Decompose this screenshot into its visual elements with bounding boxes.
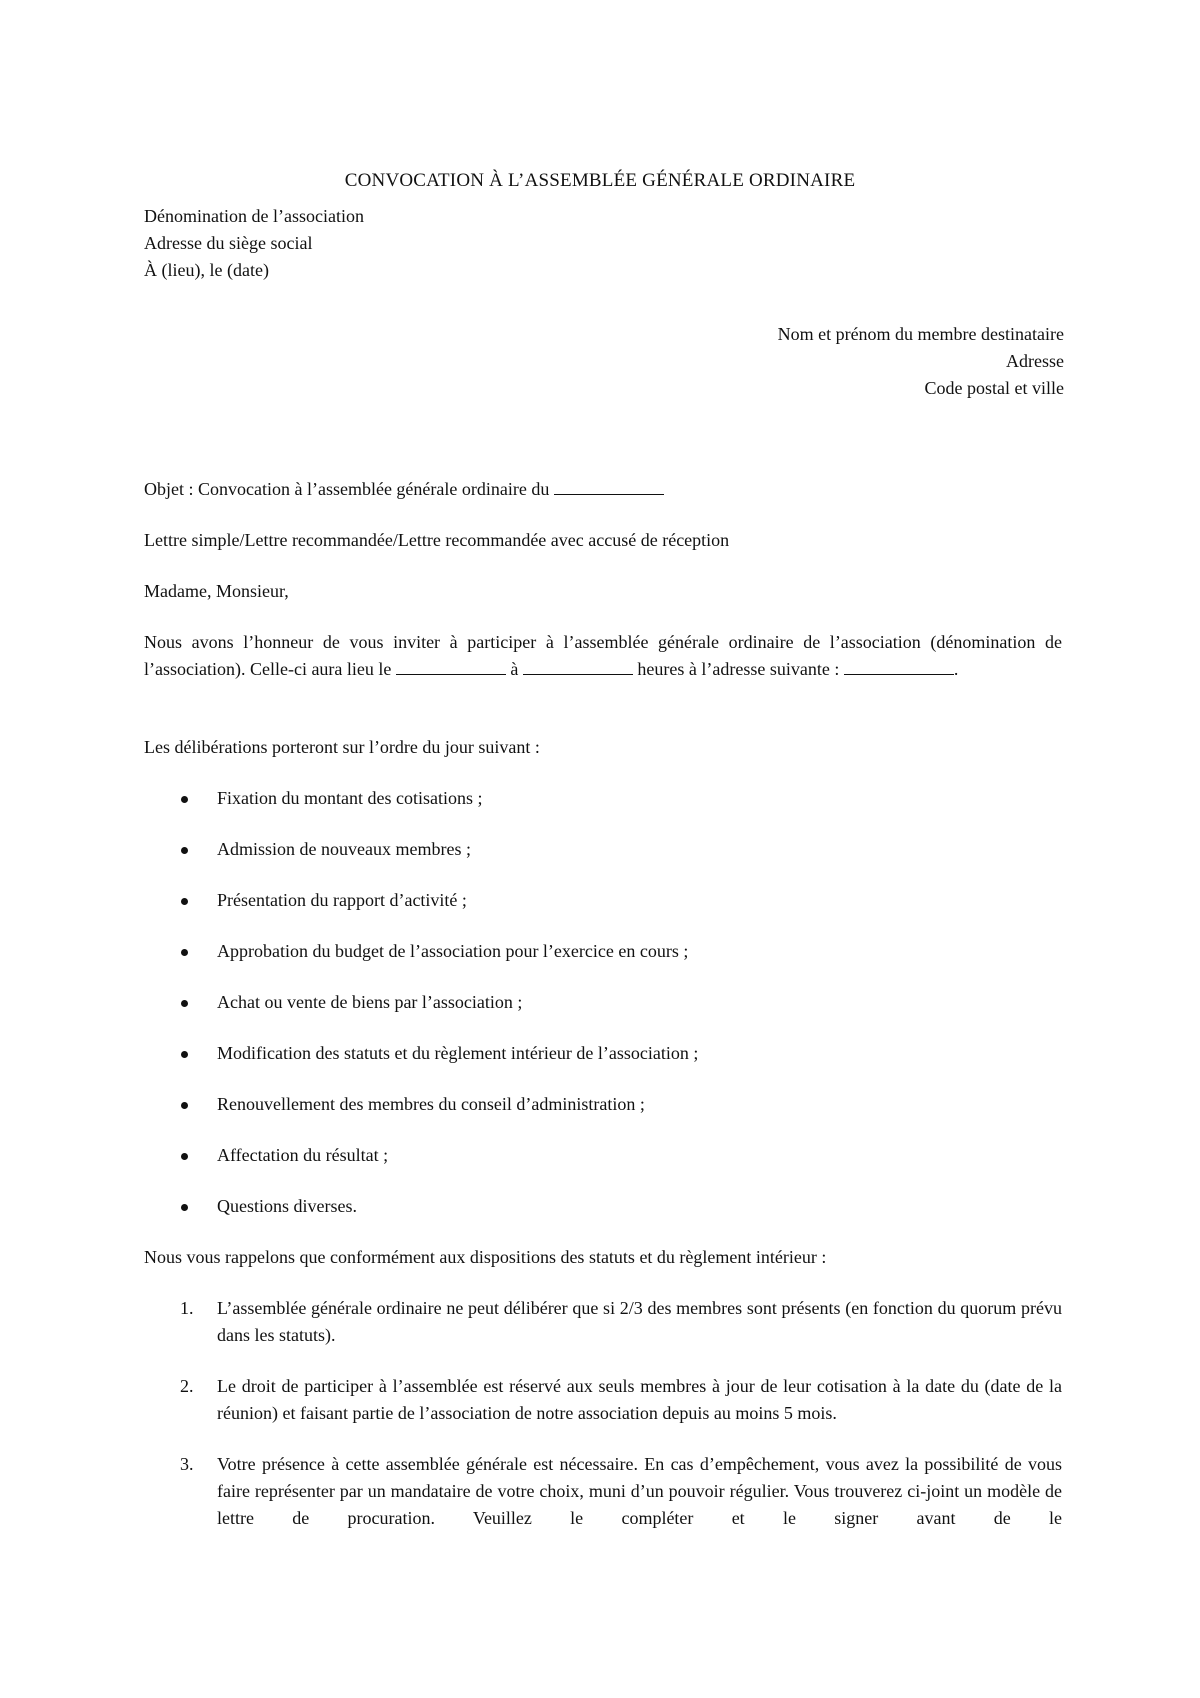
meeting-time-blank[interactable] bbox=[523, 658, 633, 675]
bullet-icon bbox=[181, 847, 188, 854]
item-text: Le droit de participer à l’assemblée est réservé aux seuls membres à jour de leur cotisation à la date du (date de la réunion) et faisant partie de l’association de notre association depuis au moins 5 mois. bbox=[217, 1376, 1062, 1423]
item-text: L’assemblée générale ordinaire ne peut délibérer que si 2/3 des membres sont présents (en fonction du quorum prévu dans les statuts). bbox=[217, 1298, 1062, 1345]
recipient-address: Adresse bbox=[1006, 351, 1064, 371]
sender-name: Dénomination de l’association bbox=[144, 206, 364, 226]
bullet-icon bbox=[181, 1102, 188, 1109]
date-blank[interactable] bbox=[554, 478, 664, 495]
invitation-text-3: heures à l’adresse suivante : bbox=[632, 659, 844, 679]
invitation-paragraph bbox=[144, 629, 1062, 683]
bullet-icon bbox=[181, 1051, 188, 1058]
sender-place-date: À (lieu), le (date) bbox=[144, 260, 269, 280]
bullet-icon bbox=[181, 949, 188, 956]
bullet-icon bbox=[181, 898, 188, 905]
agenda-intro: Les délibérations porteront sur l’ordre du jour suivant : bbox=[144, 737, 540, 757]
reminder-intro: Nous vous rappelons que conformément aux dispositions des statuts et du règlement intérieur : bbox=[144, 1247, 827, 1267]
invitation-text-1: Nous avons l’honneur de vous inviter à participer à l’assemblée générale ordinaire de l’association (dénomination de l’association). Celle-ci aura lieu le bbox=[144, 632, 1062, 679]
sender-address: Adresse du siège social bbox=[144, 233, 313, 253]
bullet-icon bbox=[181, 1000, 188, 1007]
meeting-date-blank[interactable] bbox=[396, 658, 506, 675]
bullet-icon bbox=[181, 1204, 188, 1211]
document-title: CONVOCATION À L’ASSEMBLÉE GÉNÉRALE ORDINAIRE bbox=[344, 170, 856, 191]
item-text: Votre présence à cette assemblée générale est nécessaire. En cas d’empêchement, vous avez la possibilité de vous faire représenter par un mandataire de votre choix, muni d’un pouvoir régulier. Vous trouverez ci-joint un modèle de lettre de procuration. Veuillez le compléter et le signer avant de le bbox=[217, 1454, 1062, 1528]
bullet-icon bbox=[181, 1153, 188, 1160]
recipient-city: Code postal et ville bbox=[924, 378, 1064, 398]
document-page: CONVOCATION À L’ASSEMBLÉE GÉNÉRALE ORDINAIRE Dénomination de l’association Adresse du siège social À (lieu), le (date) Nom et prénom du membre destinataire Adresse Code postal et ville Objet : Convocation à l’assemblée générale ordinaire du Lettre simple/Lettre recommandée/Lettre recommandée avec accusé de réception Madame, Monsieur, Nous avons l’honneur de vous inviter à participer à l’assemblée générale ordinaire de l’association (dénomination de l’association). Celle-ci aura lieu le à heures à l’adresse suivante : . Les délibérations porteront sur l’ordre du jour suivant : Fixation du montant des cotisations ; Admission de nouveaux membres ; Présentation du rapport d’activité ; Approbation du budget de l’association pour l’exercice en cours ; Achat ou vente de biens par l’association ; Modification des statuts et du règlement intérieur de l’association ; Renouvellement des membres du conseil d’administration ; Affectation du résultat ; Questions diverses. Nous vous rappelons que conformément aux dispositions des statuts et du règlement intérieur : 1. L’assemblée générale ordinaire ne peut délibérer que si 2/3 des membres sont présents (en fonction du quorum prévu dans les statuts). 2. Le droit de participer à l’assemblée est réservé aux seuls membres à jour de leur cotisation à la date du (date de la réunion) et faisant partie de l’association de notre association depuis au moins 5 mois. 3. Votre présence à cette assemblée générale est nécessaire. En cas d’empêchement, vous avez la possibilité de vous faire représenter par un mandataire de votre choix, muni d’un pouvoir régulier. Vous trouverez ci-joint un modèle de lettre de procuration. Veuillez le compléter et le signer avant de le bbox=[0, 0, 1200, 1698]
meeting-address-blank[interactable] bbox=[844, 658, 954, 675]
invitation-text-4: . bbox=[953, 659, 959, 679]
salutation: Madame, Monsieur, bbox=[144, 581, 289, 601]
item-number: 2. bbox=[180, 1376, 194, 1396]
invitation-text-2: à bbox=[505, 659, 523, 679]
bullet-icon bbox=[181, 796, 188, 803]
item-number: 1. bbox=[180, 1298, 194, 1318]
object-text: Objet : Convocation à l’assemblée générale ordinaire du bbox=[144, 479, 554, 499]
letter-type: Lettre simple/Lettre recommandée/Lettre recommandée avec accusé de réception bbox=[144, 530, 730, 550]
recipient-name: Nom et prénom du membre destinataire bbox=[777, 324, 1064, 344]
item-number: 3. bbox=[180, 1454, 194, 1474]
object-line bbox=[144, 476, 664, 503]
